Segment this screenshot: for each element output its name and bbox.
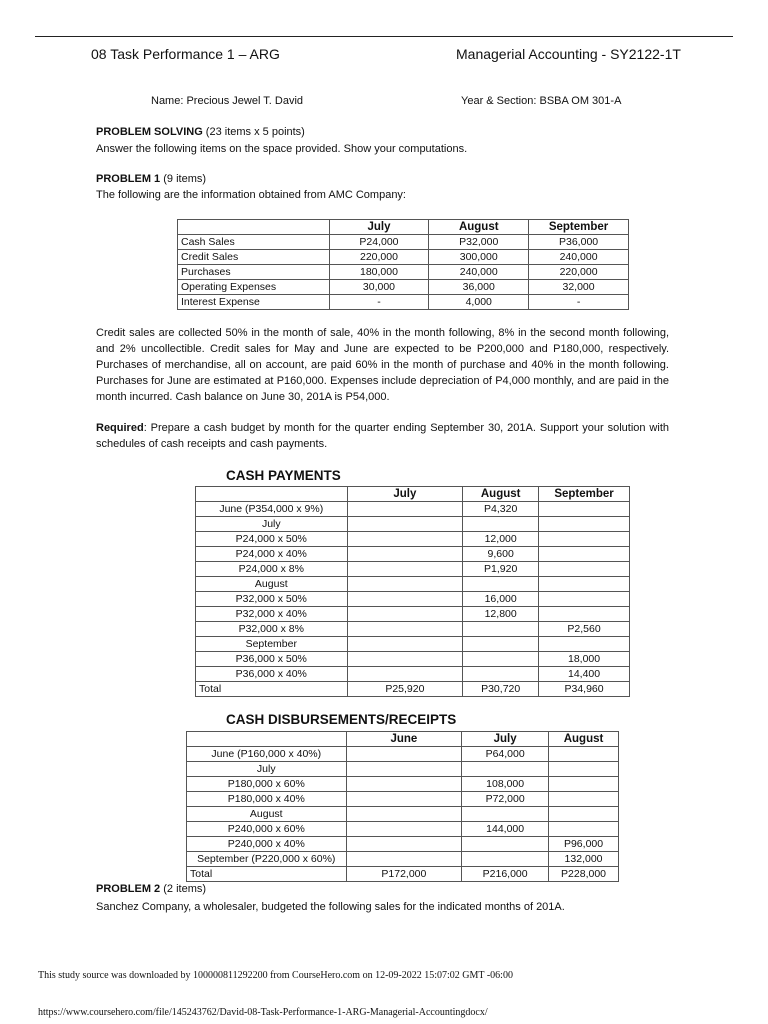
cell xyxy=(347,622,463,637)
cell: P72,000 xyxy=(462,792,549,807)
cell: 32,000 xyxy=(529,280,629,295)
cell xyxy=(539,637,630,652)
table-row xyxy=(187,807,619,822)
row-label: P24,000 x 8% xyxy=(196,562,348,577)
cell xyxy=(346,837,462,852)
table-row xyxy=(196,577,630,592)
cash-disbursements-title: CASH DISBURSEMENTS/RECEIPTS xyxy=(226,712,457,727)
cell: P216,000 xyxy=(462,867,549,882)
problem1-required xyxy=(96,420,669,452)
cell: P30,720 xyxy=(463,682,539,697)
cell xyxy=(347,502,463,517)
cell: P2,560 xyxy=(539,622,630,637)
table-row xyxy=(187,837,619,852)
cell: 220,000 xyxy=(329,250,429,265)
cell: 9,600 xyxy=(463,547,539,562)
row-label: July xyxy=(187,762,347,777)
cell xyxy=(347,532,463,547)
table-row xyxy=(196,562,630,577)
row-label: June (P160,000 x 40%) xyxy=(187,747,347,762)
cell xyxy=(346,852,462,867)
cell xyxy=(463,652,539,667)
cell: 12,800 xyxy=(463,607,539,622)
header-cell: August xyxy=(549,732,619,747)
cell: 144,000 xyxy=(462,822,549,837)
cell: P96,000 xyxy=(549,837,619,852)
cell: 240,000 xyxy=(529,250,629,265)
cell xyxy=(346,792,462,807)
cash-payments-table xyxy=(195,486,630,697)
header-left: 08 Task Performance 1 – ARG xyxy=(91,46,280,62)
row-label: P36,000 x 40% xyxy=(196,667,348,682)
row-label: September xyxy=(196,637,348,652)
problem1-items: (9 items) xyxy=(160,173,207,185)
cell xyxy=(346,777,462,792)
table-row xyxy=(187,867,619,882)
cell: P32,000 xyxy=(429,235,529,250)
cell xyxy=(463,637,539,652)
problem1-title: PROBLEM 1 xyxy=(96,173,161,185)
cell: 220,000 xyxy=(529,265,629,280)
row-label: P180,000 x 60% xyxy=(187,777,347,792)
cell: P64,000 xyxy=(462,747,549,762)
cell: P228,000 xyxy=(549,867,619,882)
cell xyxy=(347,652,463,667)
row-label: Operating Expenses xyxy=(178,280,330,295)
cell: P172,000 xyxy=(346,867,462,882)
problem2-title: PROBLEM 2 xyxy=(96,883,161,895)
problem-solving-instruction: Answer the following items on the space provided. Show your computations. xyxy=(96,143,468,155)
cell: 4,000 xyxy=(429,295,529,310)
cell xyxy=(346,747,462,762)
cell: 12,000 xyxy=(463,532,539,547)
table-row xyxy=(187,792,619,807)
cell xyxy=(463,577,539,592)
cell xyxy=(463,667,539,682)
table-row xyxy=(187,822,619,837)
amc-header-cell: July xyxy=(329,220,429,235)
row-label: Cash Sales xyxy=(178,235,330,250)
cell xyxy=(539,502,630,517)
cell: 240,000 xyxy=(429,265,529,280)
cell: 30,000 xyxy=(329,280,429,295)
problem2-heading xyxy=(96,881,206,897)
table-row xyxy=(196,547,630,562)
cell xyxy=(539,562,630,577)
table-row xyxy=(187,852,619,867)
cell: 36,000 xyxy=(429,280,529,295)
header-cell xyxy=(187,732,347,747)
cell: P24,000 xyxy=(329,235,429,250)
cell xyxy=(347,577,463,592)
table-row xyxy=(196,682,630,697)
row-label: P32,000 x 40% xyxy=(196,607,348,622)
row-label: P24,000 x 50% xyxy=(196,532,348,547)
row-label: P180,000 x 40% xyxy=(187,792,347,807)
cell xyxy=(347,547,463,562)
table-row xyxy=(196,652,630,667)
row-label: P32,000 x 8% xyxy=(196,622,348,637)
cell: 300,000 xyxy=(429,250,529,265)
cell: 18,000 xyxy=(539,652,630,667)
student-section: Year & Section: BSBA OM 301-A xyxy=(461,95,622,107)
row-label: P240,000 x 60% xyxy=(187,822,347,837)
cash-payments-title: CASH PAYMENTS xyxy=(226,468,341,483)
header-cell: September xyxy=(539,487,630,502)
cash-disbursements-body xyxy=(187,747,619,882)
table-row xyxy=(196,592,630,607)
cell xyxy=(539,532,630,547)
download-notice: This study source was downloaded by 100000811292200 from CourseHero.com on 12-09-2022 15:07:02 GMT -06:00 xyxy=(38,970,513,981)
row-label: August xyxy=(187,807,347,822)
problem1-paragraph: Credit sales are collected 50% in the month of sale, 40% in the month following, 8% in the second month following, and 2% uncollectible. Credit sales for May and June are expected to be P200,000 and P180,000, respectively. Purchases of merchandise, all on account, are paid 60% in the month of purchase and 40% in the month following. Purchases for June are estimated at P160,000. Expenses include depreciation of P4,000 monthly, and are paid in the month incurred. Cash balance on June 30, 201A is P54,000. xyxy=(96,327,669,403)
row-label: Total xyxy=(196,682,348,697)
table-row xyxy=(187,762,619,777)
cell: 14,400 xyxy=(539,667,630,682)
cash-disbursements-header-row xyxy=(187,732,619,747)
cell xyxy=(346,807,462,822)
row-label: June (P354,000 x 9%) xyxy=(196,502,348,517)
cell xyxy=(347,517,463,532)
cell: P34,960 xyxy=(539,682,630,697)
student-name: Name: Precious Jewel T. David xyxy=(151,95,304,107)
cell: 108,000 xyxy=(462,777,549,792)
cell xyxy=(346,762,462,777)
cell: P25,920 xyxy=(347,682,463,697)
cash-payments-body xyxy=(196,502,630,697)
cell xyxy=(549,822,619,837)
cell xyxy=(549,747,619,762)
cash-payments-header-row xyxy=(196,487,630,502)
cell xyxy=(462,852,549,867)
problem1-heading xyxy=(96,171,206,187)
table-row xyxy=(187,777,619,792)
cash-disbursements-table xyxy=(186,731,619,882)
table-row xyxy=(187,747,619,762)
cell xyxy=(549,792,619,807)
cell: P1,920 xyxy=(463,562,539,577)
cell xyxy=(549,762,619,777)
header-rule xyxy=(35,36,733,37)
cell: 180,000 xyxy=(329,265,429,280)
cell: P36,000 xyxy=(529,235,629,250)
cell xyxy=(462,837,549,852)
cell xyxy=(347,562,463,577)
table-row xyxy=(196,607,630,622)
cell: P4,320 xyxy=(463,502,539,517)
header-cell: July xyxy=(462,732,549,747)
cell xyxy=(539,592,630,607)
amc-info-table xyxy=(177,219,629,310)
cell xyxy=(347,607,463,622)
header-cell: July xyxy=(347,487,463,502)
cell xyxy=(347,637,463,652)
row-label: Total xyxy=(187,867,347,882)
cell xyxy=(539,577,630,592)
row-label: P24,000 x 40% xyxy=(196,547,348,562)
cell xyxy=(539,547,630,562)
table-row xyxy=(196,532,630,547)
cell xyxy=(462,762,549,777)
cell: - xyxy=(529,295,629,310)
problem2-intro: Sanchez Company, a wholesaler, budgeted the following sales for the indicated months of 201A. xyxy=(96,901,565,913)
required-label: Required xyxy=(96,422,144,434)
cell: 132,000 xyxy=(549,852,619,867)
row-label: August xyxy=(196,577,348,592)
header-right: Managerial Accounting - SY2122-1T xyxy=(456,46,681,62)
header-cell: June xyxy=(346,732,462,747)
table-row xyxy=(178,295,629,310)
problem2-items: (2 items) xyxy=(160,883,207,895)
problem-solving-points: (23 items x 5 points) xyxy=(202,126,305,138)
table-row xyxy=(178,250,629,265)
table-row xyxy=(178,235,629,250)
cell xyxy=(549,777,619,792)
amc-header-row xyxy=(178,220,629,235)
cell xyxy=(539,607,630,622)
row-label: P240,000 x 40% xyxy=(187,837,347,852)
table-row xyxy=(196,637,630,652)
problem1-intro: The following are the information obtained from AMC Company: xyxy=(96,189,406,201)
cell xyxy=(463,622,539,637)
amc-header-cell: August xyxy=(429,220,529,235)
row-label: Purchases xyxy=(178,265,330,280)
row-label: P32,000 x 50% xyxy=(196,592,348,607)
cell xyxy=(539,517,630,532)
row-label: July xyxy=(196,517,348,532)
header-cell xyxy=(196,487,348,502)
problem-solving-title: PROBLEM SOLVING xyxy=(96,126,203,138)
cell xyxy=(346,822,462,837)
table-row xyxy=(196,517,630,532)
amc-header-cell: September xyxy=(529,220,629,235)
table-row xyxy=(178,265,629,280)
table-row xyxy=(196,622,630,637)
cell xyxy=(463,517,539,532)
required-text: : Prepare a cash budget by month for the quarter ending September 30, 201A. Support your solution with schedules of cash receipts and cash payments. xyxy=(96,422,669,450)
table-row xyxy=(178,280,629,295)
cell xyxy=(347,592,463,607)
cell xyxy=(549,807,619,822)
cell xyxy=(462,807,549,822)
row-label: Interest Expense xyxy=(178,295,330,310)
row-label: Credit Sales xyxy=(178,250,330,265)
header-cell: August xyxy=(463,487,539,502)
cell xyxy=(347,667,463,682)
problem-solving-heading xyxy=(96,124,305,140)
row-label: P36,000 x 50% xyxy=(196,652,348,667)
cell: 16,000 xyxy=(463,592,539,607)
cell: - xyxy=(329,295,429,310)
source-url[interactable]: https://www.coursehero.com/file/145243762/David-08-Task-Performance-1-ARG-Managerial-Accountingdocx/ xyxy=(38,1007,488,1018)
amc-header-cell xyxy=(178,220,330,235)
table-row xyxy=(196,667,630,682)
row-label: September (P220,000 x 60%) xyxy=(187,852,347,867)
table-row xyxy=(196,502,630,517)
